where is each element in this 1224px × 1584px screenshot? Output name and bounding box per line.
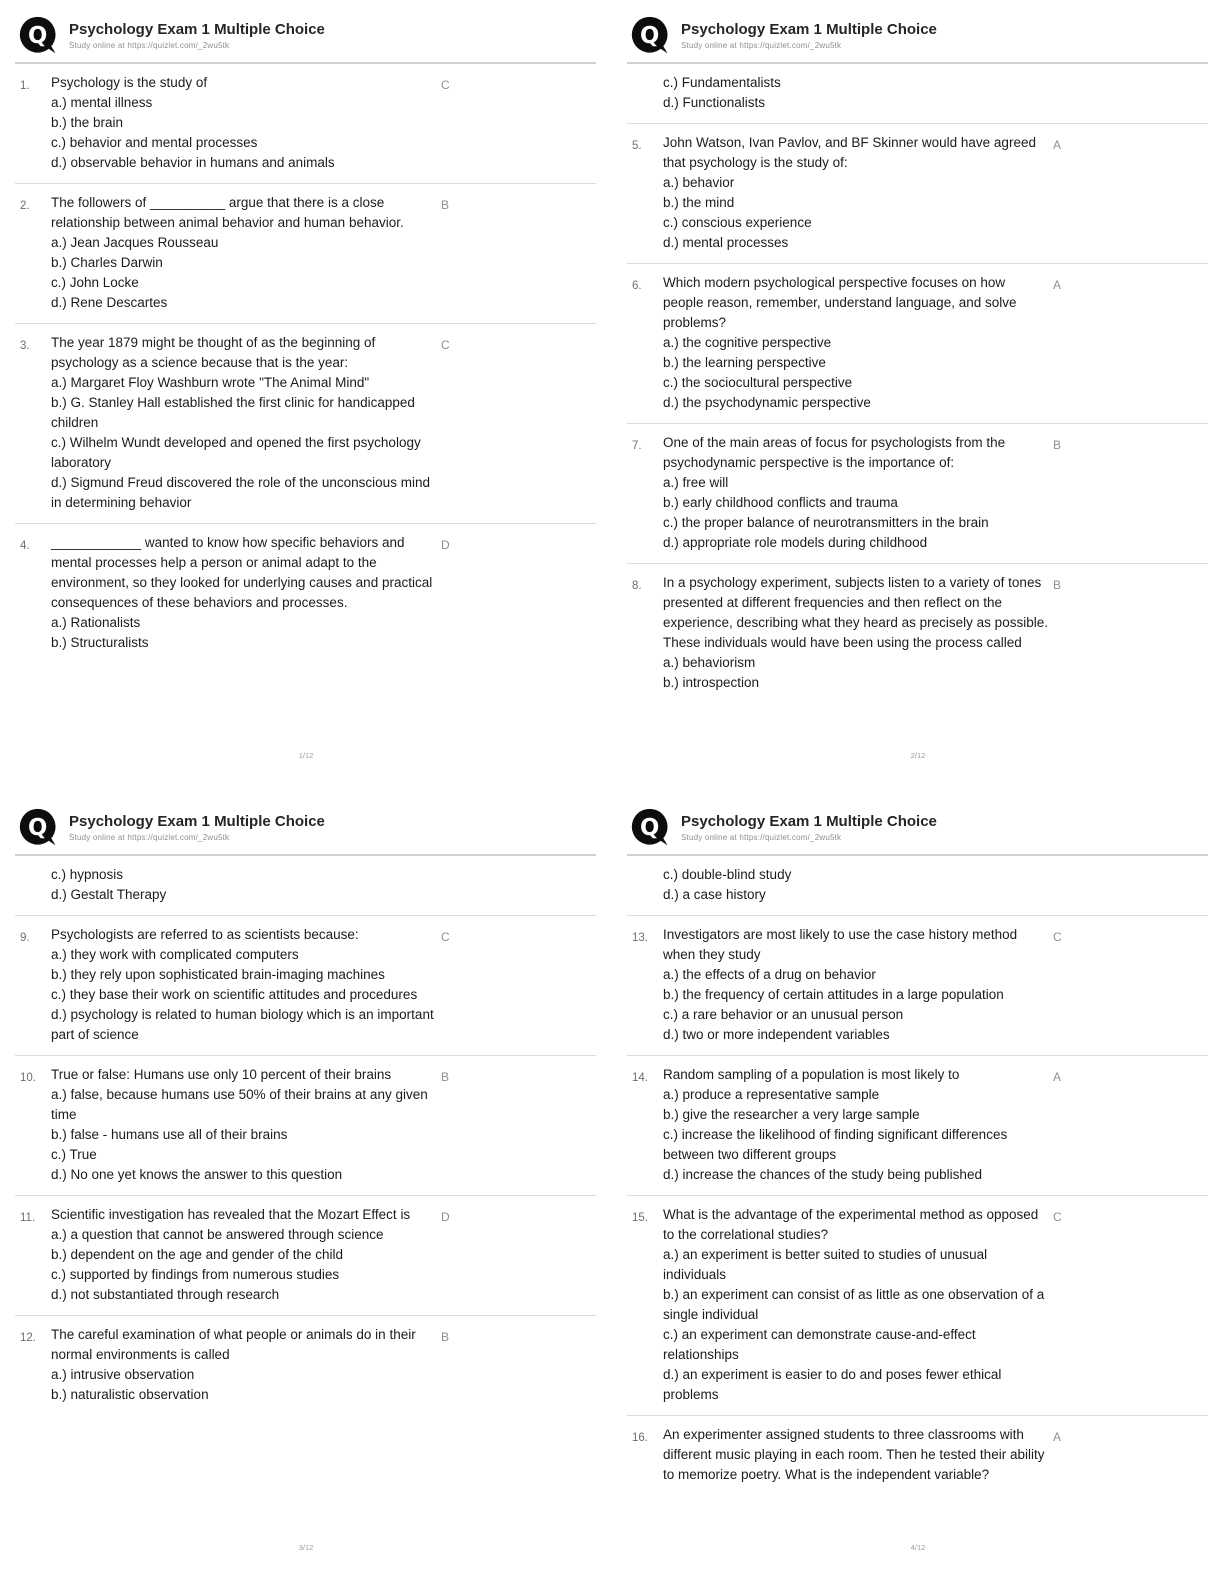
answer-option: d.) Sigmund Freud discovered the role of the unconscious mind in determining behavior: [51, 475, 430, 510]
quizlet-logo-icon: [631, 16, 670, 55]
question-number: 12.: [20, 1332, 36, 1344]
page-header: [626, 16, 1209, 62]
answer-option: d.) a case history: [663, 887, 766, 902]
answer-option: b.) false - humans use all of their brains: [51, 1127, 288, 1142]
answer-option: a.) the effects of a drug on behavior: [663, 967, 876, 982]
answer-letter: [1053, 865, 1209, 905]
page-header: [14, 808, 597, 854]
question-number: 11.: [20, 1212, 36, 1224]
answer-option: b.) G. Stanley Hall established the first clinic for handicapped children: [51, 395, 415, 430]
question-text: [51, 865, 436, 905]
answer-option: c.) the proper balance of neurotransmitters in the brain: [663, 515, 989, 530]
question-stem: True or false: Humans use only 10 percent of their brains: [51, 1067, 392, 1082]
page-header: [626, 808, 1209, 854]
question-text: [663, 1205, 1048, 1405]
answer-option: c.) Fundamentalists: [663, 75, 781, 90]
quiz-page: [0, 0, 612, 792]
question-block: [626, 424, 1209, 563]
question-number: 1.: [20, 80, 30, 92]
answer-option: b.) introspection: [663, 675, 760, 690]
question-stem: Random sampling of a population is most likely to: [663, 1067, 960, 1082]
answer-option: d.) increase the chances of the study being published: [663, 1167, 982, 1182]
question-number: 2.: [20, 200, 30, 212]
question-block: [14, 1316, 597, 1415]
answer-option: d.) No one yet knows the answer to this question: [51, 1167, 343, 1182]
page-number: 4/12: [910, 1543, 926, 1552]
question-text: [663, 1065, 1048, 1185]
answer-option: c.) an experiment can demonstrate cause-and-effect relationships: [663, 1327, 976, 1362]
answer-option: d.) the psychodynamic perspective: [663, 395, 871, 410]
answer-option: c.) they base their work on scientific attitudes and procedures: [51, 987, 418, 1002]
answer-option: b.) give the researcher a very large sample: [663, 1107, 920, 1122]
question-block: [626, 124, 1209, 263]
answer-option: d.) Functionalists: [663, 95, 766, 110]
answer-option: a.) the cognitive perspective: [663, 335, 832, 350]
page-title: Psychology Exam 1 Multiple Choice: [681, 21, 937, 38]
answer-option: c.) conscious experience: [663, 215, 812, 230]
question-text: [663, 865, 1048, 905]
answer-option: c.) supported by findings from numerous studies: [51, 1267, 340, 1282]
question-text: [51, 1065, 436, 1185]
answer-option: c.) double-blind study: [663, 867, 792, 882]
answer-option: c.) increase the likelihood of finding significant differences between two different groups: [663, 1127, 1008, 1162]
question-number: 5.: [632, 140, 642, 152]
answer-letter: D: [441, 538, 450, 552]
question-stem: ____________ wanted to know how specific behaviors and mental processes help a person or animal adapt to the environment, so they looked for underlying causes and practical consequences of these behaviors and processes.: [51, 535, 433, 610]
answer-option: b.) early childhood conflicts and trauma: [663, 495, 898, 510]
answer-letter: A: [1053, 138, 1062, 152]
page-content: [14, 64, 597, 663]
continuation-block: [626, 64, 1209, 123]
question-number: 13.: [632, 932, 648, 944]
answer-option: a.) mental illness: [51, 95, 153, 110]
question-text: [51, 1205, 436, 1305]
svg-text:Q: Q: [28, 814, 48, 841]
header-text: [69, 813, 325, 842]
answer-option: d.) psychology is related to human biology which is an important part of science: [51, 1007, 434, 1042]
answer-option: c.) True: [51, 1147, 97, 1162]
question-stem: What is the advantage of the experimental method as opposed to the correlational studies?: [663, 1207, 1039, 1242]
question-text: [51, 333, 436, 513]
answer-option: b.) the brain: [51, 115, 124, 130]
answer-letter: [441, 865, 597, 905]
question-block: [626, 916, 1209, 1055]
page-number: 2/12: [910, 751, 926, 760]
answer-option: d.) observable behavior in humans and animals: [51, 155, 335, 170]
answer-option: c.) hypnosis: [51, 867, 124, 882]
answer-option: a.) an experiment is better suited to studies of unusual individuals: [663, 1247, 988, 1282]
question-stem: Psychology is the study of: [51, 75, 208, 90]
answer-letter: C: [1053, 930, 1062, 944]
answer-option: b.) naturalistic observation: [51, 1387, 209, 1402]
answer-option: a.) behavior: [663, 175, 735, 190]
answer-letter: [1053, 73, 1209, 113]
answer-letter: B: [441, 1070, 450, 1084]
question-block: [14, 64, 597, 183]
page-number: 1/12: [298, 751, 314, 760]
question-block: [626, 264, 1209, 423]
question-block: [14, 184, 597, 323]
answer-option: a.) free will: [663, 475, 729, 490]
answer-letter: A: [1053, 1070, 1062, 1084]
answer-option: b.) the learning perspective: [663, 355, 826, 370]
question-number: 3.: [20, 340, 30, 352]
answer-letter: A: [1053, 1430, 1062, 1444]
question-text: [663, 1425, 1048, 1485]
page-number: 3/12: [298, 1543, 314, 1552]
question-block: [626, 1416, 1209, 1495]
answer-option: a.) behaviorism: [663, 655, 756, 670]
question-text: [51, 193, 436, 313]
question-stem: In a psychology experiment, subjects listen to a variety of tones presented at different frequencies and then reflect on the experience, describing what they heard as precisely as possible. These individuals would have been using the process called: [663, 575, 1048, 650]
answer-option: a.) false, because humans use 50% of their brains at any given time: [51, 1087, 428, 1122]
question-block: [626, 564, 1209, 703]
question-text: [51, 533, 436, 653]
question-text: [663, 133, 1048, 253]
answer-letter: B: [441, 1330, 450, 1344]
answer-option: c.) Wilhelm Wundt developed and opened the first psychology laboratory: [51, 435, 421, 470]
answer-letter: D: [441, 1210, 450, 1224]
question-stem: One of the main areas of focus for psychologists from the psychodynamic perspective is the importance of:: [663, 435, 1006, 470]
question-block: [14, 1056, 597, 1195]
answer-option: b.) the frequency of certain attitudes in a large population: [663, 987, 1004, 1002]
answer-option: b.) an experiment can consist of as little as one observation of a single individual: [663, 1287, 1045, 1322]
page-title: Psychology Exam 1 Multiple Choice: [69, 21, 325, 38]
answer-letter: A: [1053, 278, 1062, 292]
question-block: [14, 524, 597, 663]
answer-letter: B: [1053, 578, 1062, 592]
answer-option: c.) John Locke: [51, 275, 139, 290]
quizlet-logo-icon: [19, 16, 58, 55]
quiz-page: [612, 0, 1224, 792]
question-block: [14, 1196, 597, 1315]
question-stem: Scientific investigation has revealed that the Mozart Effect is: [51, 1207, 411, 1222]
question-block: [14, 324, 597, 523]
question-stem: The followers of __________ argue that there is a close relationship between animal behavior and human behavior.: [51, 195, 404, 230]
answer-option: c.) the sociocultural perspective: [663, 375, 853, 390]
svg-text:Q: Q: [640, 22, 660, 49]
header-text: [681, 21, 937, 50]
answer-option: b.) they rely upon sophisticated brain-imaging machines: [51, 967, 385, 982]
answer-option: a.) they work with complicated computers: [51, 947, 299, 962]
answer-option: c.) behavior and mental processes: [51, 135, 258, 150]
question-number: 7.: [632, 440, 642, 452]
question-stem: John Watson, Ivan Pavlov, and BF Skinner would have agreed that psychology is the study of:: [663, 135, 1036, 170]
question-stem: Investigators are most likely to use the case history method when they study: [663, 927, 1018, 962]
study-online-link[interactable]: Study online at https://quizlet.com/_2wu5tk: [681, 41, 842, 50]
svg-text:Q: Q: [640, 814, 660, 841]
question-text: [51, 73, 436, 173]
answer-option: d.) appropriate role models during childhood: [663, 535, 928, 550]
answer-option: a.) Rationalists: [51, 615, 141, 630]
header-text: [681, 813, 937, 842]
page-header: [14, 16, 597, 62]
question-number: 16.: [632, 1432, 648, 1444]
question-number: 4.: [20, 540, 30, 552]
study-online-link[interactable]: Study online at https://quizlet.com/_2wu5tk: [69, 41, 230, 50]
question-stem: The year 1879 might be thought of as the beginning of psychology as a science because that is the year:: [51, 335, 376, 370]
question-text: [663, 273, 1048, 413]
quizlet-logo-icon: [631, 808, 670, 847]
answer-letter: C: [1053, 1210, 1062, 1224]
question-text: [663, 73, 1048, 113]
study-online-link[interactable]: Study online at https://quizlet.com/_2wu5tk: [681, 833, 842, 842]
question-stem: An experimenter assigned students to three classrooms with different music playing in each room. Then he tested their ability to memorize poetry. What is the independent variable?: [663, 1427, 1045, 1482]
answer-option: b.) dependent on the age and gender of the child: [51, 1247, 343, 1262]
page-content: [626, 64, 1209, 703]
answer-option: d.) two or more independent variables: [663, 1027, 890, 1042]
question-number: [632, 73, 658, 113]
answer-option: a.) a question that cannot be answered through science: [51, 1227, 384, 1242]
answer-option: b.) Charles Darwin: [51, 255, 163, 270]
answer-option: b.) the mind: [663, 195, 735, 210]
question-text: [51, 925, 436, 1045]
question-text: [51, 1325, 436, 1405]
answer-option: a.) produce a representative sample: [663, 1087, 880, 1102]
quizlet-logo-icon: [19, 808, 58, 847]
answer-option: a.) intrusive observation: [51, 1367, 195, 1382]
question-text: [663, 925, 1048, 1045]
answer-letter: C: [441, 338, 450, 352]
question-block: [14, 916, 597, 1055]
question-stem: Which modern psychological perspective focuses on how people reason, remember, understand language, and solve problems?: [663, 275, 1017, 330]
answer-letter: C: [441, 930, 450, 944]
answer-option: d.) Rene Descartes: [51, 295, 168, 310]
question-text: [663, 433, 1048, 553]
study-online-link[interactable]: Study online at https://quizlet.com/_2wu5tk: [69, 833, 230, 842]
answer-letter: B: [441, 198, 450, 212]
question-text: [663, 573, 1048, 693]
question-number: 6.: [632, 280, 642, 292]
quiz-page: [0, 792, 612, 1584]
question-number: 9.: [20, 932, 30, 944]
header-text: [69, 21, 325, 50]
question-number: 8.: [632, 580, 642, 592]
answer-option: d.) an experiment is easier to do and poses fewer ethical problems: [663, 1367, 1002, 1402]
question-number: 14.: [632, 1072, 648, 1084]
question-number: [632, 865, 658, 905]
question-number: 10.: [20, 1072, 36, 1084]
answer-option: d.) Gestalt Therapy: [51, 887, 167, 902]
continuation-block: [14, 856, 597, 915]
question-stem: Psychologists are referred to as scientists because:: [51, 927, 359, 942]
answer-option: a.) Margaret Floy Washburn wrote "The Animal Mind": [51, 375, 370, 390]
page-content: [14, 856, 597, 1415]
page-content: [626, 856, 1209, 1495]
question-number: 15.: [632, 1212, 648, 1224]
answer-option: a.) Jean Jacques Rousseau: [51, 235, 219, 250]
continuation-block: [626, 856, 1209, 915]
answer-option: d.) mental processes: [663, 235, 789, 250]
answer-option: d.) not substantiated through research: [51, 1287, 280, 1302]
answer-letter: B: [1053, 438, 1062, 452]
quiz-page: [612, 792, 1224, 1584]
question-block: [626, 1056, 1209, 1195]
page-title: Psychology Exam 1 Multiple Choice: [681, 813, 937, 830]
question-block: [626, 1196, 1209, 1415]
svg-text:Q: Q: [28, 22, 48, 49]
answer-option: c.) a rare behavior or an unusual person: [663, 1007, 904, 1022]
answer-letter: C: [441, 78, 450, 92]
page-title: Psychology Exam 1 Multiple Choice: [69, 813, 325, 830]
question-stem: The careful examination of what people or animals do in their normal environments is called: [51, 1327, 416, 1362]
answer-option: b.) Structuralists: [51, 635, 149, 650]
question-number: [20, 865, 46, 905]
